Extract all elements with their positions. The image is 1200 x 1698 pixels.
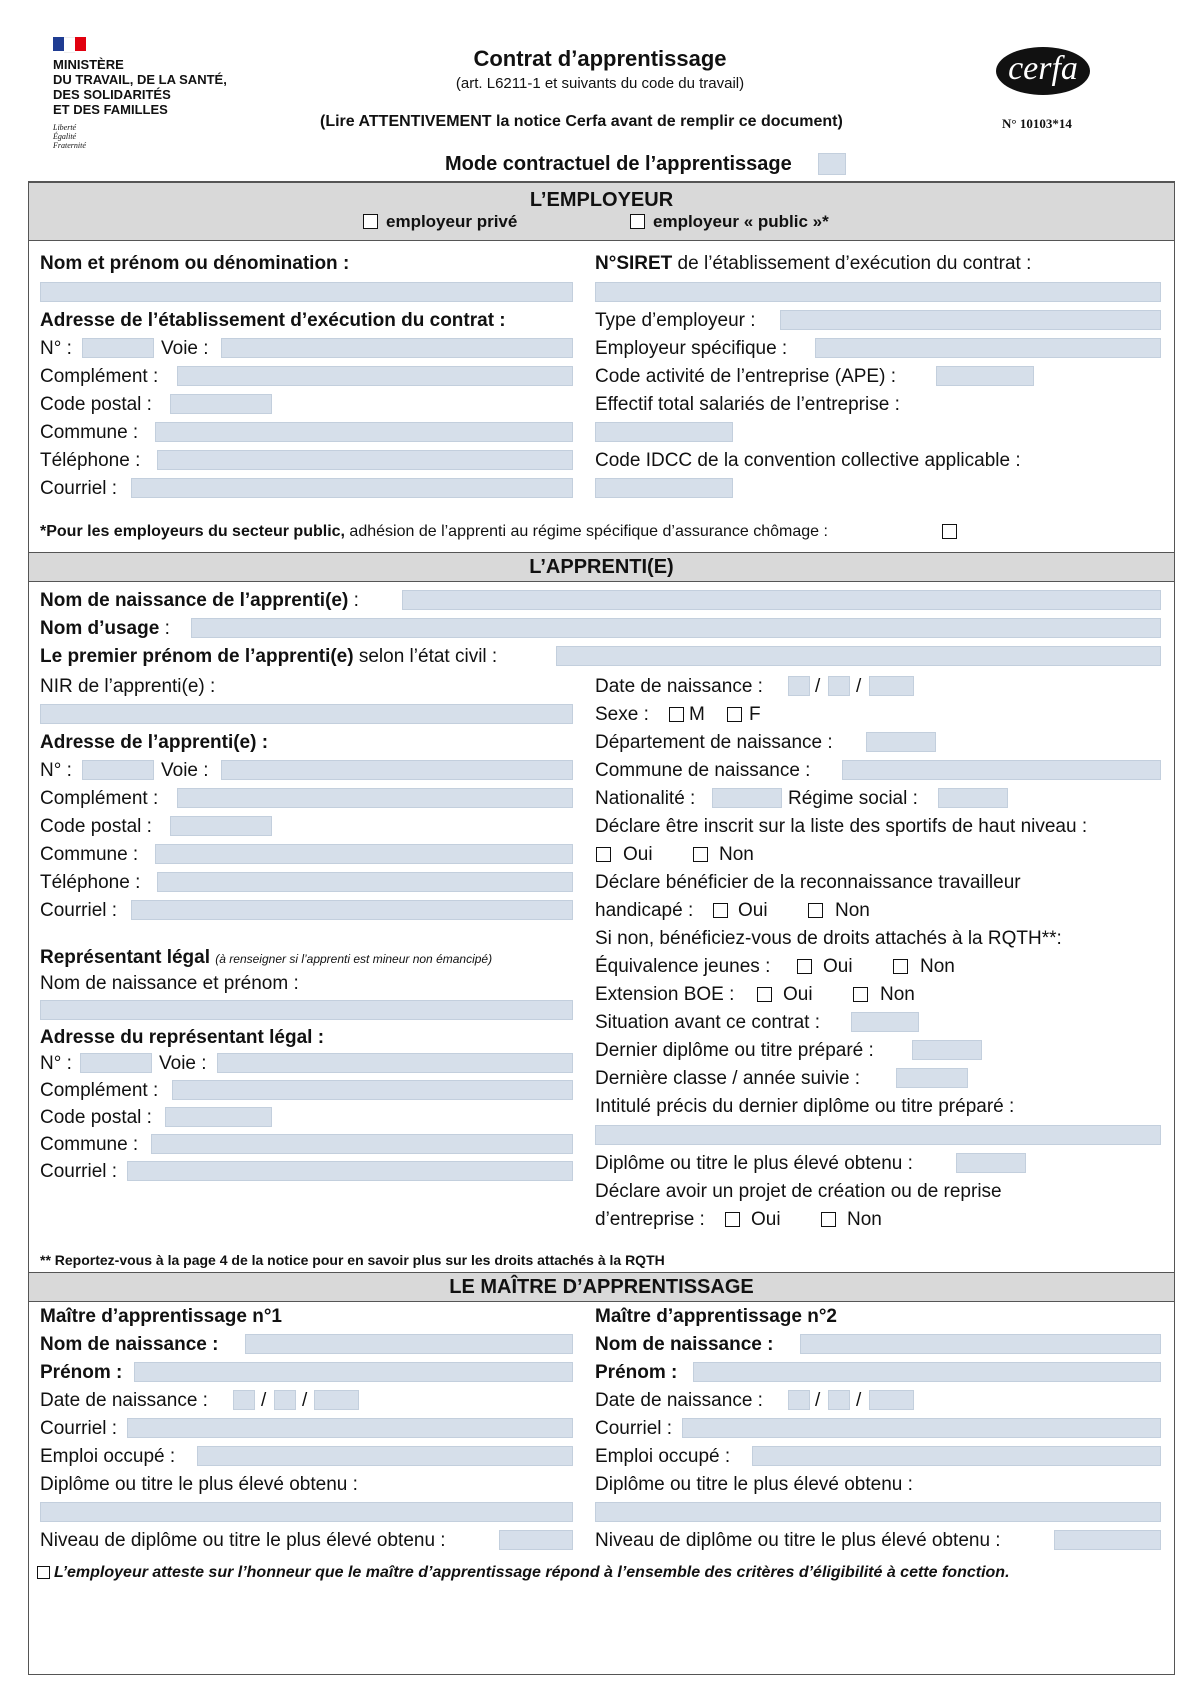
legal-rep-complement-field[interactable] [172, 1080, 573, 1100]
legal-rep-name-label: Nom de naissance et prénom : [40, 973, 299, 994]
legal-rep-name-field[interactable] [40, 1000, 573, 1020]
sex-label: Sexe : [595, 704, 649, 725]
social-regime-label: Régime social : [788, 788, 918, 809]
master1-diploma-label: Diplôme ou titre le plus élevé obtenu : [40, 1474, 358, 1495]
apprentice-first-name-field[interactable] [556, 646, 1161, 666]
employer-commune-label: Commune : [40, 422, 139, 443]
public-employer-label: employeur « public »* [653, 212, 829, 231]
disabled-oui-label: Oui [738, 900, 768, 921]
apprentice-voie-label: Voie : [161, 760, 209, 781]
sex-m-label: M [689, 704, 705, 725]
employer-postal-label: Code postal : [40, 394, 152, 415]
public-employer-checkbox[interactable] [630, 214, 645, 229]
apprentice-voie-field[interactable] [221, 760, 573, 780]
disabled-non-label: Non [835, 900, 870, 921]
social-regime-field[interactable] [938, 788, 1008, 808]
master1-birth-month-field[interactable] [274, 1390, 296, 1410]
legal-rep-postal-label: Code postal : [40, 1107, 152, 1128]
legal-rep-postal-field[interactable] [165, 1107, 272, 1127]
birth-date-label: Date de naissance : [595, 676, 763, 697]
master2-birth-month-field[interactable] [828, 1390, 850, 1410]
employer-complement-field[interactable] [177, 366, 573, 386]
apprentice-email-label: Courriel : [40, 900, 118, 921]
master1-birth-date-label: Date de naissance : [40, 1390, 208, 1411]
mode-label: Mode contractuel de l’apprentissage [445, 153, 792, 175]
highest-diploma-label: Diplôme ou titre le plus élevé obtenu : [595, 1153, 913, 1174]
master2-email-label: Courriel : [595, 1418, 673, 1439]
unemployment-regime-checkbox[interactable] [942, 524, 957, 539]
nationality-field[interactable] [712, 788, 782, 808]
cerfa-logo: cerfa [996, 47, 1090, 95]
nir-label: NIR de l’apprenti(e) : [40, 676, 216, 697]
highest-diploma-field[interactable] [956, 1153, 1026, 1173]
employer-type-field[interactable] [780, 310, 1161, 330]
apprentice-address-label: Adresse de l’apprenti(e) : [40, 732, 269, 753]
date-separator: / [815, 1390, 821, 1411]
legal-rep-address-label: Adresse du représentant légal : [40, 1027, 325, 1048]
private-employer-checkbox[interactable] [363, 214, 378, 229]
legal-rep-no-label: N° : [40, 1053, 72, 1074]
master1-first-name-label: Prénom : [40, 1362, 123, 1383]
disabled-oui-checkbox[interactable] [713, 903, 728, 918]
master2-birth-name-field[interactable] [800, 1334, 1161, 1354]
apprentice-birth-name-label: Nom de naissance de l’apprenti(e) : [40, 590, 359, 611]
sex-f-checkbox[interactable] [727, 707, 742, 722]
business-label-2: d’entreprise : [595, 1209, 705, 1230]
legal-rep-label: Représentant légal (à renseigner si l’apprenti est mineur non émancipé) [40, 947, 493, 968]
master1-title: Maître d’apprentissage n°1 [40, 1306, 282, 1327]
master2-level-label: Niveau de diplôme ou titre le plus élevé obtenu : [595, 1530, 1001, 1551]
master2-birth-date-label: Date de naissance : [595, 1390, 763, 1411]
employer-commune-field[interactable] [155, 422, 573, 442]
apprentice-no-label: N° : [40, 760, 72, 781]
employer-header: L’EMPLOYEUR [29, 182, 1174, 241]
apprentice-first-name-label: Le premier prénom de l’apprenti(e) selon l’état civil : [40, 646, 498, 667]
disabled-non-checkbox[interactable] [808, 903, 823, 918]
attest-label: L’employeur atteste sur l’honneur que le maître d’apprentissage répond à l’ensemble des critères d’éligibilité à cette fonction. [54, 1564, 1010, 1581]
date-separator: / [261, 1390, 267, 1411]
master1-birth-name-field[interactable] [245, 1334, 573, 1354]
ape-label: Code activité de l’entreprise (APE) : [595, 366, 896, 387]
birth-commune-field[interactable] [842, 760, 1161, 780]
boe-oui-label: Oui [783, 984, 813, 1005]
employer-email-label: Courriel : [40, 478, 118, 499]
employer-no-label: N° : [40, 338, 72, 359]
employer-type-label: Type d’employeur : [595, 310, 756, 331]
master1-birth-day-field[interactable] [233, 1390, 255, 1410]
employer-phone-field[interactable] [157, 450, 573, 470]
diploma-title-field[interactable] [595, 1125, 1161, 1145]
business-non-label: Non [847, 1209, 882, 1230]
boe-oui-checkbox[interactable] [757, 987, 772, 1002]
date-separator: / [302, 1390, 308, 1411]
boe-non-checkbox[interactable] [853, 987, 868, 1002]
nationality-label: Nationalité : [595, 788, 696, 809]
athlete-oui-checkbox[interactable] [596, 847, 611, 862]
page-title: Contrat d’apprentissage [473, 46, 727, 71]
master1-email-field[interactable] [127, 1418, 573, 1438]
master1-level-field[interactable] [499, 1530, 573, 1550]
youth-oui-checkbox[interactable] [797, 959, 812, 974]
employer-specific-field[interactable] [815, 338, 1161, 358]
apprentice-complement-label: Complément : [40, 788, 159, 809]
situation-field[interactable] [851, 1012, 919, 1032]
staff-label: Effectif total salariés de l’entreprise : [595, 394, 900, 415]
master2-birth-name-label: Nom de naissance : [595, 1334, 774, 1355]
master1-level-label: Niveau de diplôme ou titre le plus élevé obtenu : [40, 1530, 446, 1551]
last-class-field[interactable] [896, 1068, 968, 1088]
siret-label: N°SIRET de l’établissement d’exécution du contrat : [595, 253, 1032, 274]
master2-job-label: Emploi occupé : [595, 1446, 731, 1467]
attest-checkbox[interactable] [37, 1566, 50, 1579]
apprentice-complement-field[interactable] [177, 788, 573, 808]
boe-non-label: Non [880, 984, 915, 1005]
notice-warning: (Lire ATTENTIVEMENT la notice Cerfa avant de remplir ce document) [320, 113, 843, 130]
legal-rep-email-field[interactable] [127, 1161, 573, 1181]
master2-first-name-field[interactable] [693, 1362, 1161, 1382]
idcc-field[interactable] [595, 478, 733, 498]
apprentice-commune-field[interactable] [155, 844, 573, 864]
apprentice-phone-label: Téléphone : [40, 872, 141, 893]
birth-commune-label: Commune de naissance : [595, 760, 811, 781]
page-subtitle: (art. L6211-1 et suivants du code du travail) [455, 75, 745, 92]
business-label-1: Déclare avoir un projet de création ou de reprise [595, 1181, 1002, 1202]
youth-oui-label: Oui [823, 956, 853, 977]
siret-field[interactable] [595, 282, 1161, 302]
apprentice-email-field[interactable] [131, 900, 573, 920]
legal-rep-email-label: Courriel : [40, 1161, 118, 1182]
legal-rep-voie-field[interactable] [217, 1053, 573, 1073]
business-oui-checkbox[interactable] [725, 1212, 740, 1227]
ministry-logo: MINISTÈRE DU TRAVAIL, DE LA SANTÉ, DES SOLIDARITÉS ET DES FAMILLES [53, 57, 227, 117]
employer-specific-label: Employeur spécifique : [595, 338, 788, 359]
date-separator: / [856, 1390, 862, 1411]
legal-rep-complement-label: Complément : [40, 1080, 159, 1101]
master1-birth-name-label: Nom de naissance : [40, 1334, 219, 1355]
birth-year-field[interactable] [869, 676, 914, 696]
mode-field[interactable] [818, 153, 846, 175]
master-header: LE MAÎTRE D’APPRENTISSAGE [29, 1272, 1174, 1302]
legal-rep-commune-field[interactable] [151, 1134, 573, 1154]
idcc-label: Code IDCC de la convention collective applicable : [595, 450, 1021, 471]
disabled-label-2: handicapé : [595, 900, 694, 921]
master2-title: Maître d’apprentissage n°2 [595, 1306, 837, 1327]
ape-field[interactable] [936, 366, 1034, 386]
athlete-non-label: Non [719, 844, 754, 865]
master1-email-label: Courriel : [40, 1418, 118, 1439]
nir-field[interactable] [40, 704, 573, 724]
apprentice-usage-name-label: Nom d’usage : [40, 618, 170, 639]
business-oui-label: Oui [751, 1209, 781, 1230]
birth-month-field[interactable] [828, 676, 850, 696]
employer-phone-label: Téléphone : [40, 450, 141, 471]
employer-name-label: Nom et prénom ou dénomination : [40, 253, 350, 274]
employer-address-label: Adresse de l’établissement d’exécution du contrat : [40, 310, 506, 331]
birth-day-field[interactable] [788, 676, 810, 696]
rqth-label: Si non, bénéficiez-vous de droits attachés à la RQTH**: [595, 928, 1062, 949]
employer-voie-field[interactable] [221, 338, 573, 358]
birth-dept-field[interactable] [866, 732, 936, 752]
master2-first-name-label: Prénom : [595, 1362, 678, 1383]
apprentice-postal-field[interactable] [170, 816, 272, 836]
cerfa-number: N° 10103*14 [1002, 116, 1072, 131]
youth-non-checkbox[interactable] [893, 959, 908, 974]
employer-voie-label: Voie : [161, 338, 209, 359]
master2-email-field[interactable] [682, 1418, 1161, 1438]
master1-job-label: Emploi occupé : [40, 1446, 176, 1467]
business-non-checkbox[interactable] [821, 1212, 836, 1227]
master2-job-field[interactable] [752, 1446, 1161, 1466]
athlete-non-checkbox[interactable] [693, 847, 708, 862]
legal-rep-no-field[interactable] [80, 1053, 152, 1073]
master1-first-name-field[interactable] [134, 1362, 573, 1382]
athlete-label: Déclare être inscrit sur la liste des sportifs de haut niveau : [595, 816, 1088, 837]
sex-m-checkbox[interactable] [669, 707, 684, 722]
sex-f-label: F [749, 704, 761, 725]
apprentice-phone-field[interactable] [157, 872, 573, 892]
master1-birth-year-field[interactable] [314, 1390, 359, 1410]
legal-rep-voie-label: Voie : [159, 1053, 207, 1074]
last-class-label: Dernière classe / année suivie : [595, 1068, 861, 1089]
disabled-label-1: Déclare bénéficier de la reconnaissance travailleur [595, 872, 1021, 893]
master2-diploma-label: Diplôme ou titre le plus élevé obtenu : [595, 1474, 913, 1495]
master2-birth-year-field[interactable] [869, 1390, 914, 1410]
legal-rep-commune-label: Commune : [40, 1134, 139, 1155]
athlete-oui-label: Oui [623, 844, 653, 865]
staff-field[interactable] [595, 422, 733, 442]
private-employer-label: employeur privé [386, 212, 518, 231]
master2-level-field[interactable] [1054, 1530, 1161, 1550]
master1-diploma-field[interactable] [40, 1502, 573, 1522]
public-note: *Pour les employeurs du secteur public, adhésion de l’apprenti au régime spécifique d’assurance chômage : [40, 523, 828, 540]
apprentice-usage-name-field[interactable] [191, 618, 1161, 638]
apprentice-header: L’APPRENTI(E) [29, 552, 1174, 582]
republic-motto: Liberté Égalité Fraternité [53, 123, 86, 150]
situation-label: Situation avant ce contrat : [595, 1012, 820, 1033]
employer-postal-field[interactable] [170, 394, 272, 414]
employer-email-field[interactable] [131, 478, 573, 498]
date-separator: / [815, 676, 821, 697]
diploma-title-label: Intitulé précis du dernier diplôme ou titre préparé : [595, 1096, 1015, 1117]
apprentice-commune-label: Commune : [40, 844, 139, 865]
last-diploma-field[interactable] [912, 1040, 982, 1060]
apprentice-no-field[interactable] [82, 760, 154, 780]
employer-complement-label: Complément : [40, 366, 159, 387]
date-separator: / [856, 676, 862, 697]
master2-diploma-field[interactable] [595, 1502, 1161, 1522]
youth-non-label: Non [920, 956, 955, 977]
master2-birth-day-field[interactable] [788, 1390, 810, 1410]
apprentice-postal-label: Code postal : [40, 816, 152, 837]
birth-dept-label: Département de naissance : [595, 732, 833, 753]
youth-label: Équivalence jeunes : [595, 956, 771, 977]
last-diploma-label: Dernier diplôme ou titre préparé : [595, 1040, 874, 1061]
rqth-note: ** Reportez-vous à la page 4 de la notice pour en savoir plus sur les droits attachés à la RQTH [40, 1252, 665, 1268]
employer-name-field[interactable] [40, 282, 573, 302]
employer-no-field[interactable] [82, 338, 154, 358]
boe-label: Extension BOE : [595, 984, 735, 1005]
apprentice-birth-name-field[interactable] [402, 590, 1161, 610]
master1-job-field[interactable] [197, 1446, 573, 1466]
